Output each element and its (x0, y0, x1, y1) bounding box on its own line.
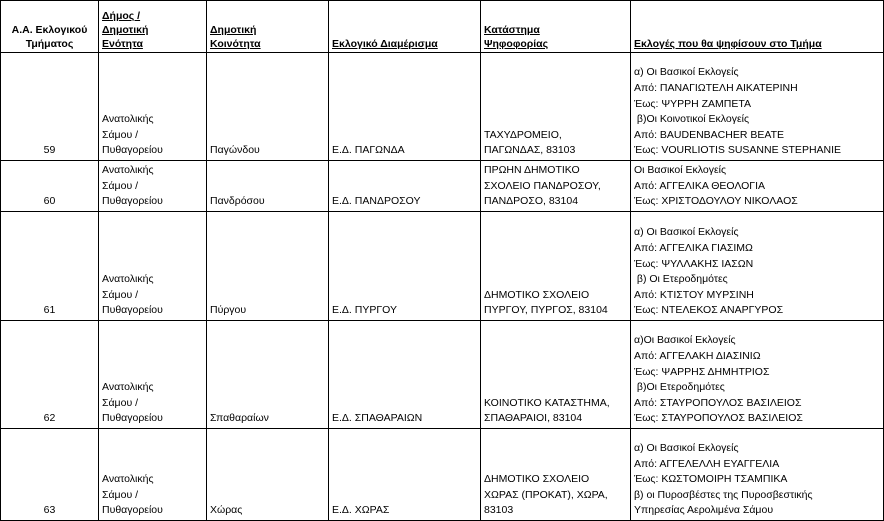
polling-station-cell (481, 321, 631, 429)
section-number: 62 (1, 321, 99, 429)
elections-line: α) Οι Βασικοί Εκλογείς (634, 66, 739, 79)
elections-line: α) Οι Βασικοί Εκλογείς (634, 226, 739, 239)
header-polling-station (481, 1, 631, 53)
polling-station-line: ΤΑΧΥΔΡΟΜΕΙΟ, (484, 128, 562, 141)
elections-line: β) οι Πυροσβέστες της Πυροσβεστικής (634, 488, 813, 501)
polling-station-line: ΠΥΡΓΟΥ, ΠΥΡΓΟΣ, 83104 (484, 304, 608, 317)
header-line: Δημοτική (102, 24, 149, 36)
elections-cell (631, 161, 884, 212)
elections-line: Έως: ΚΩΣΤΟΜΟΙΡΗ ΤΣΑΜΠΙΚΑ (634, 473, 788, 486)
polling-station-line: ΠΡΩΗΝ ΔΗΜΟΤΙΚΟ (484, 164, 580, 177)
elections-line: Από: ΚΤΙΣΤΟΥ ΜΥΡΣΙΝΗ (634, 288, 754, 301)
municipality-line: Ανατολικής (102, 273, 154, 286)
elections-line: Από: ΑΓΓΕΛΑΚΗ ΔΙΑΣΙΝΙΩ (634, 350, 761, 363)
header-line: Ψηφοφορίας (484, 38, 549, 50)
section-number: 61 (1, 212, 99, 321)
table-header-row (1, 1, 884, 53)
municipality-cell (99, 161, 207, 212)
header-electoral-district (329, 1, 481, 53)
municipality-line: Σάμου / (102, 128, 139, 141)
header-line: Εκλογές που θα ψηφίσουν στο Τμήμα (634, 38, 822, 50)
elections-cell (631, 53, 884, 161)
polling-station-line: ΔΗΜΟΤΙΚΟ ΣΧΟΛΕΙΟ (484, 473, 590, 486)
community-cell: Πύργου (207, 212, 329, 321)
polling-station-cell (481, 212, 631, 321)
municipality-cell (99, 429, 207, 521)
polling-station-line: ΣΠΑΘΑΡΑΙΟΙ, 83104 (484, 412, 583, 425)
community-cell: Σπαθαραίων (207, 321, 329, 429)
header-line: Κατάστημα (484, 24, 540, 36)
elections-line: β)Οι Ετεροδημότες (634, 381, 725, 394)
elections-line: Έως: ΝΤΕΛΕΚΟΣ ΑΝΑΡΓΥΡΟΣ (634, 304, 784, 317)
polling-station-line: ΠΑΝΔΡΟΣΟ, 83104 (484, 195, 579, 208)
header-elections (631, 1, 884, 53)
header-line: Εκλογικό Διαμέρισμα (332, 38, 438, 50)
section-number: 60 (1, 161, 99, 212)
header-line: Ενότητα (102, 38, 143, 50)
header-line: Α.Α. Εκλογικού (11, 24, 88, 36)
polling-station-cell (481, 161, 631, 212)
district-cell: Ε.Δ. ΣΠΑΘΑΡΑΙΩΝ (329, 321, 481, 429)
municipality-line: Πυθαγορείου (102, 144, 163, 157)
municipality-line: Σάμου / (102, 179, 139, 192)
elections-line: Έως: ΨΥΡΡΗ ΖΑΜΠΕΤΑ (634, 97, 751, 110)
polling-station-line: ΧΩΡΑΣ (ΠΡΟΚΑΤ), ΧΩΡΑ, (484, 488, 608, 501)
municipality-line: Σάμου / (102, 396, 139, 409)
municipality-line: Ανατολικής (102, 164, 154, 177)
elections-line: Από: ΣΤΑΥΡΟΠΟΥΛΟΣ ΒΑΣΙΛΕΙΟΣ (634, 396, 802, 409)
district-cell: Ε.Δ. ΧΩΡΑΣ (329, 429, 481, 521)
municipality-cell (99, 53, 207, 161)
municipality-line: Ανατολικής (102, 113, 154, 126)
municipality-line: Ανατολικής (102, 473, 154, 486)
header-municipality (99, 1, 207, 53)
municipality-line: Πυθαγορείου (102, 504, 163, 517)
elections-cell (631, 321, 884, 429)
elections-line: Έως: VOURLIOTIS SUSANNE STEPHANIE (634, 144, 842, 157)
polling-station-line: ΚΟΙΝΟΤΙΚΟ ΚΑΤΑΣΤΗΜΑ, (484, 396, 610, 409)
section-number: 63 (1, 429, 99, 521)
elections-line: β)Οι Κοινοτικοί Εκλογείς (634, 113, 750, 126)
polling-station-cell (481, 429, 631, 521)
header-line: Κοινότητα (210, 38, 261, 50)
elections-line: Έως: ΧΡΙΣΤΟΔΟΥΛΟΥ ΝΙΚΟΛΑΟΣ (634, 195, 798, 208)
municipality-cell (99, 321, 207, 429)
table-row (1, 212, 884, 321)
municipality-cell (99, 212, 207, 321)
polling-station-line: ΠΑΓΩΝΔΑΣ, 83103 (484, 144, 576, 157)
table-row (1, 321, 884, 429)
municipality-line: Σάμου / (102, 288, 139, 301)
elections-line: Έως: ΣΤΑΥΡΟΠΟΥΛΟΣ ΒΑΣΙΛΕΙΟΣ (634, 412, 803, 425)
elections-line: Υπηρεσίας Αερολιμένα Σάμου (634, 504, 774, 517)
municipality-line: Πυθαγορείου (102, 195, 163, 208)
elections-cell (631, 429, 884, 521)
header-section-number (1, 1, 99, 53)
elections-line: Οι Βασικοί Εκλογείς (634, 164, 727, 177)
community-cell: Χώρας (207, 429, 329, 521)
polling-station-cell (481, 53, 631, 161)
elections-line: β) Οι Ετεροδημότες (634, 273, 728, 286)
community-cell: Παγώνδου (207, 53, 329, 161)
polling-station-line: ΣΧΟΛΕΙΟ ΠΑΝΔΡΟΣΟΥ, (484, 179, 601, 192)
elections-cell (631, 212, 884, 321)
section-number: 59 (1, 53, 99, 161)
municipality-line: Πυθαγορείου (102, 304, 163, 317)
polling-station-line: 83103 (484, 504, 514, 517)
header-line: Δημοτική (210, 24, 257, 36)
elections-line: Από: ΑΓΓΕΛΕΛΛΗ ΕΥΑΓΓΕΛΙΑ (634, 457, 780, 470)
elections-line: Από: BAUDENBACHER BEATE (634, 128, 785, 141)
polling-station-line: ΔΗΜΟΤΙΚΟ ΣΧΟΛΕΙΟ (484, 288, 590, 301)
elections-line: α)Οι Βασικοί Εκλογείς (634, 334, 736, 347)
municipality-line: Σάμου / (102, 488, 139, 501)
elections-line: Από: ΑΓΓΕΛΙΚΑ ΓΙΑΣΙΜΩ (634, 242, 753, 255)
district-cell: Ε.Δ. ΠΑΝΔΡΟΣΟΥ (329, 161, 481, 212)
elections-line: Έως: ΨΥΛΛΑΚΗΣ ΙΑΣΩΝ (634, 257, 754, 270)
elections-line: Από: ΠΑΝΑΓΙΩΤΕΛΗ ΑΙΚΑΤΕΡΙΝΗ (634, 82, 798, 95)
municipality-line: Πυθαγορείου (102, 412, 163, 425)
community-cell: Πανδρόσου (207, 161, 329, 212)
elections-line: Από: ΑΓΓΕΛΙΚΑ ΘΕΟΛΟΓΙΑ (634, 179, 766, 192)
elections-line: Έως: ΨΑΡΡΗΣ ΔΗΜΗΤΡΙΟΣ (634, 365, 770, 378)
table-row (1, 161, 884, 212)
district-cell: Ε.Δ. ΠΥΡΓΟΥ (329, 212, 481, 321)
header-line: Δήμος / (102, 10, 141, 22)
district-cell: Ε.Δ. ΠΑΓΩΝΔΑ (329, 53, 481, 161)
table-row (1, 53, 884, 161)
header-line: Τμήματος (25, 38, 74, 50)
municipality-line: Ανατολικής (102, 381, 154, 394)
table-row (1, 429, 884, 521)
header-community (207, 1, 329, 53)
elections-line: α) Οι Βασικοί Εκλογείς (634, 442, 739, 455)
